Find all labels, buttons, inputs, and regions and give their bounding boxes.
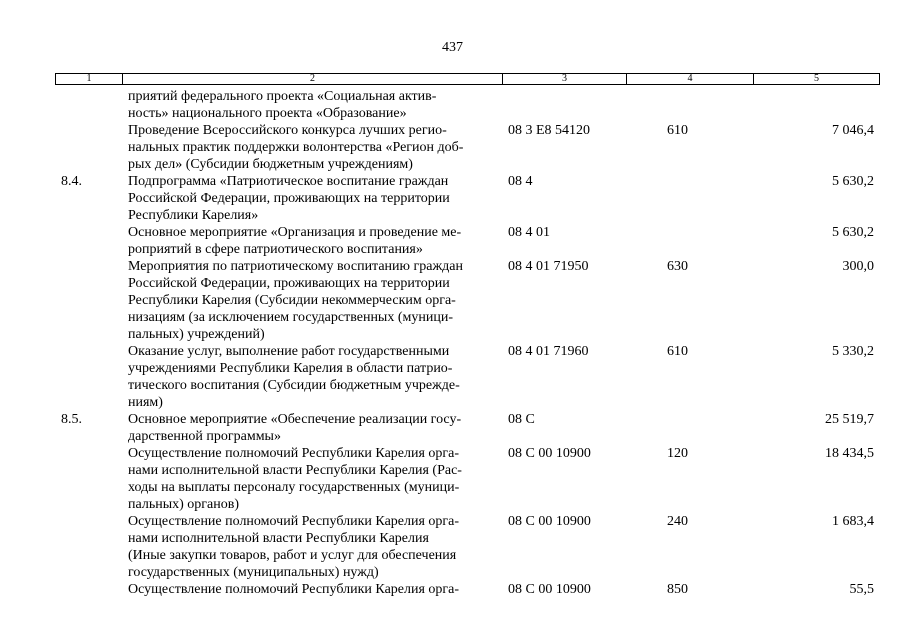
row-type: 240 [667, 514, 688, 529]
row-amount: 18 434,5 [825, 446, 874, 461]
table-row [0, 88, 905, 122]
header-col-3: 3 [503, 74, 627, 84]
row-name: Основное мероприятие «Организация и проведение ме- роприятий в сфере патриотического воспитания» [128, 225, 462, 257]
row-name: Мероприятия по патриотическому воспитанию граждан Российской Федерации, проживающих на территории Республики Карелия (Субсидии некоммерческим орга- низациям (за исключением государственных (муници- пальных) учреждений) [128, 259, 463, 342]
row-number: 8.5. [61, 412, 82, 427]
header-col-1: 1 [56, 74, 123, 84]
row-type: 850 [667, 582, 688, 597]
header-col-5: 5 [814, 73, 819, 84]
row-amount: 5 630,2 [832, 174, 874, 189]
table-header [55, 73, 880, 85]
table-row [0, 513, 905, 581]
page-number: 437 [442, 40, 463, 55]
table-row [0, 343, 905, 411]
row-code: 08 3 E8 54120 [508, 123, 591, 138]
row-amount: 1 683,4 [832, 514, 874, 529]
row-name: Осуществление полномочий Республики Карелия орга- [128, 582, 460, 597]
row-type: 610 [667, 123, 688, 138]
table-row [0, 122, 905, 173]
row-name: Оказание услуг, выполнение работ государственными учреждениями Республики Карелия в области патрио- тического воспитания (Субсидии бюджетным учрежде- ниям) [128, 344, 460, 410]
row-amount: 5 630,2 [832, 225, 874, 240]
row-amount: 5 330,2 [832, 344, 874, 359]
row-code: 08 С 00 10900 [508, 514, 591, 529]
header-col-2: 2 [123, 74, 503, 84]
row-amount: 55,5 [849, 582, 874, 597]
table-row [0, 445, 905, 513]
row-name: Осуществление полномочий Республики Карелия орга- нами исполнительной власти Республики Карелия (Иные закупки товаров, работ и услуг для обеспечения государственных (муниципальных) нужд) [128, 514, 460, 580]
row-amount: 25 519,7 [825, 412, 874, 427]
row-name: Подпрограмма «Патриотическое воспитание граждан Российской Федерации, проживающих на территории Республики Карелия» [128, 174, 450, 223]
row-name: Осуществление полномочий Республики Карелия орга- нами исполнительной власти Республики Карелия (Рас- ходы на выплаты персоналу государственных (муници- пальных) органов) [128, 446, 462, 512]
row-code: 08 С 00 10900 [508, 582, 591, 597]
row-amount: 7 046,4 [832, 123, 874, 138]
row-name: Проведение Всероссийского конкурса лучших регио- нальных практик поддержки волонтерства «Регион доб- рых дел» (Субсидии бюджетным учреждениям) [128, 123, 464, 172]
row-name: приятий федерального проекта «Социальная актив- ность» национального проекта «Образование» [128, 89, 437, 121]
row-type: 120 [667, 446, 688, 461]
table-row [0, 258, 905, 343]
row-type: 630 [667, 259, 688, 274]
row-name: Основное мероприятие «Обеспечение реализации госу- дарственной программы» [128, 412, 462, 444]
row-code: 08 4 [508, 174, 533, 189]
row-amount: 300,0 [842, 259, 874, 274]
row-code: 08 4 01 71950 [508, 259, 589, 274]
row-code: 08 4 01 71960 [508, 344, 589, 359]
table-row [0, 224, 905, 258]
row-type: 610 [667, 344, 688, 359]
table-row [0, 581, 905, 598]
table-row [0, 411, 905, 445]
row-code: 08 4 01 [508, 225, 550, 240]
row-number: 8.4. [61, 174, 82, 189]
row-code: 08 С 00 10900 [508, 446, 591, 461]
header-col-4: 4 [627, 74, 754, 84]
table-body [0, 88, 905, 598]
table-row [0, 173, 905, 224]
row-code: 08 С [508, 412, 535, 427]
